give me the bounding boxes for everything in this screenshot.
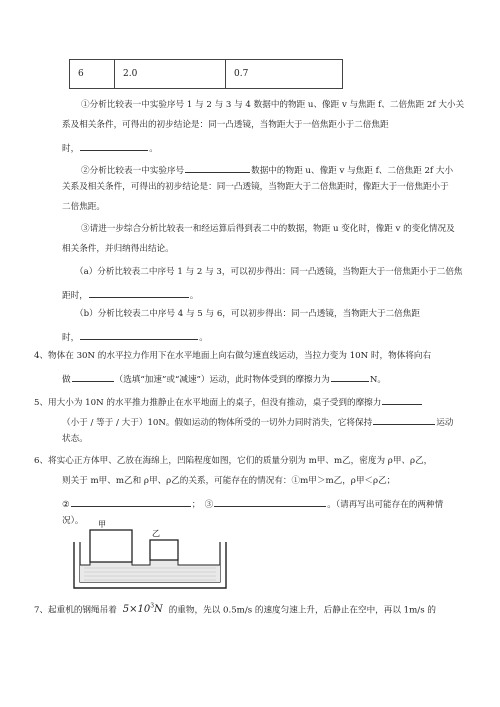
- sponge-figure: [70, 520, 230, 592]
- text-line: 距时， 。: [62, 288, 198, 301]
- text-line: 4、物体在 30N 的水平拉力作用下在水平地面上向右做匀速直线运动，当拉力变为 10N 时，物体将向右: [34, 351, 432, 361]
- question-7-line: [34, 604, 436, 615]
- answer-blank: [214, 497, 326, 507]
- label-yi: 乙: [152, 529, 160, 538]
- cube-jia: [90, 530, 132, 562]
- text-line: 况）。: [62, 516, 84, 526]
- table-cell: 6: [70, 60, 115, 88]
- answer-blank: [331, 372, 369, 382]
- data-table-row: [69, 59, 343, 89]
- text-line: 5、用大小为 10N 的水平推力推静止在水平地面上的桌子，但没有推动，桌子受到的摩擦力: [34, 395, 423, 408]
- text-line: 系及相关条件，可得出的初步结论是：同一凸透镜，当物距大于一倍焦距小于二倍焦距: [62, 120, 389, 130]
- answer-blank: [89, 288, 189, 298]
- text-line: 做 （选填“加速”或“减速”）运动，此时物体受到的摩擦力为 N。: [62, 372, 386, 385]
- text-line: 时， 。: [62, 141, 158, 154]
- text-line: 相关条件，并归纳得出结论。: [62, 244, 174, 254]
- q7-suffix: 的重物，先以 0.5m/s 的速度匀速上升，后静止在空中，再以 1m/s 的: [168, 605, 436, 616]
- table-cell: 2.0: [115, 60, 226, 88]
- text-line: 关系及相关条件，可得出的初步结论是：同一凸透镜，当物距大于二倍焦距时，像距大于一倍焦距小于: [62, 182, 449, 192]
- answer-blank: [185, 163, 250, 173]
- text-line: 则关于 m甲、m乙和 ρ甲、ρ乙的关系，可能存在的情况有：①m甲＞m乙，ρ甲＜ρ乙；: [62, 476, 396, 486]
- answer-blank: [373, 415, 435, 425]
- answer-blank: [72, 372, 114, 382]
- answer-blank: [71, 497, 191, 507]
- answer-blank: [80, 330, 198, 340]
- text-line: （小于 / 等于 / 大于）10N。假如运动的物体所受的一切外力同时消失，它将保持 运动: [62, 415, 453, 428]
- text-line: 6、将实心正方体甲、乙放在海绵上，凹陷程度如图，它们的质量分别为 m甲、m乙，密度为 ρ甲、ρ乙，: [34, 456, 433, 466]
- text-line: （b）分析比较表二中序号 4 与 5 与 6，可以初步得出：同一凸透镜，当物距大于二倍焦距: [75, 309, 420, 319]
- text-line: ①分析比较表一中实验序号 1 与 2 与 3 与 4 数据中的物距 u、像距 v 与焦距 f、二倍焦距 2f 大小关: [81, 100, 465, 110]
- text-line: 状态。: [62, 434, 88, 444]
- text-line: ②分析比较表一中实验序号 数据中的物距 u、像距 v 与焦距 f、二倍焦距 2f 大小: [81, 163, 453, 176]
- answer-blank: [80, 141, 148, 151]
- cube-yi: [150, 540, 178, 560]
- label-jia: 甲: [98, 520, 106, 529]
- text-line: 时， 。: [62, 330, 208, 343]
- q7-prefix: 7、起重机的钢绳吊着: [34, 605, 117, 616]
- text-line: （a）分析比较表二中序号 1 与 2 与 3，可以初步得出：同一凸透镜，当物距大于一倍焦距小于二倍焦: [75, 267, 463, 277]
- answer-blank: [382, 395, 422, 405]
- table-cell: 0.7: [234, 69, 249, 79]
- text-line: ② ； ③ 。（请再写出可能存在的两种情: [62, 497, 443, 510]
- q7-force-value: $5\times 10^3N$: [122, 603, 163, 616]
- text-line: ③请进一步综合分析比较表一和经运算后得到表二中的数据，物距 u 变化时，像距 v 的变化情况及: [81, 224, 455, 234]
- text-line: 二倍焦距。: [62, 202, 105, 212]
